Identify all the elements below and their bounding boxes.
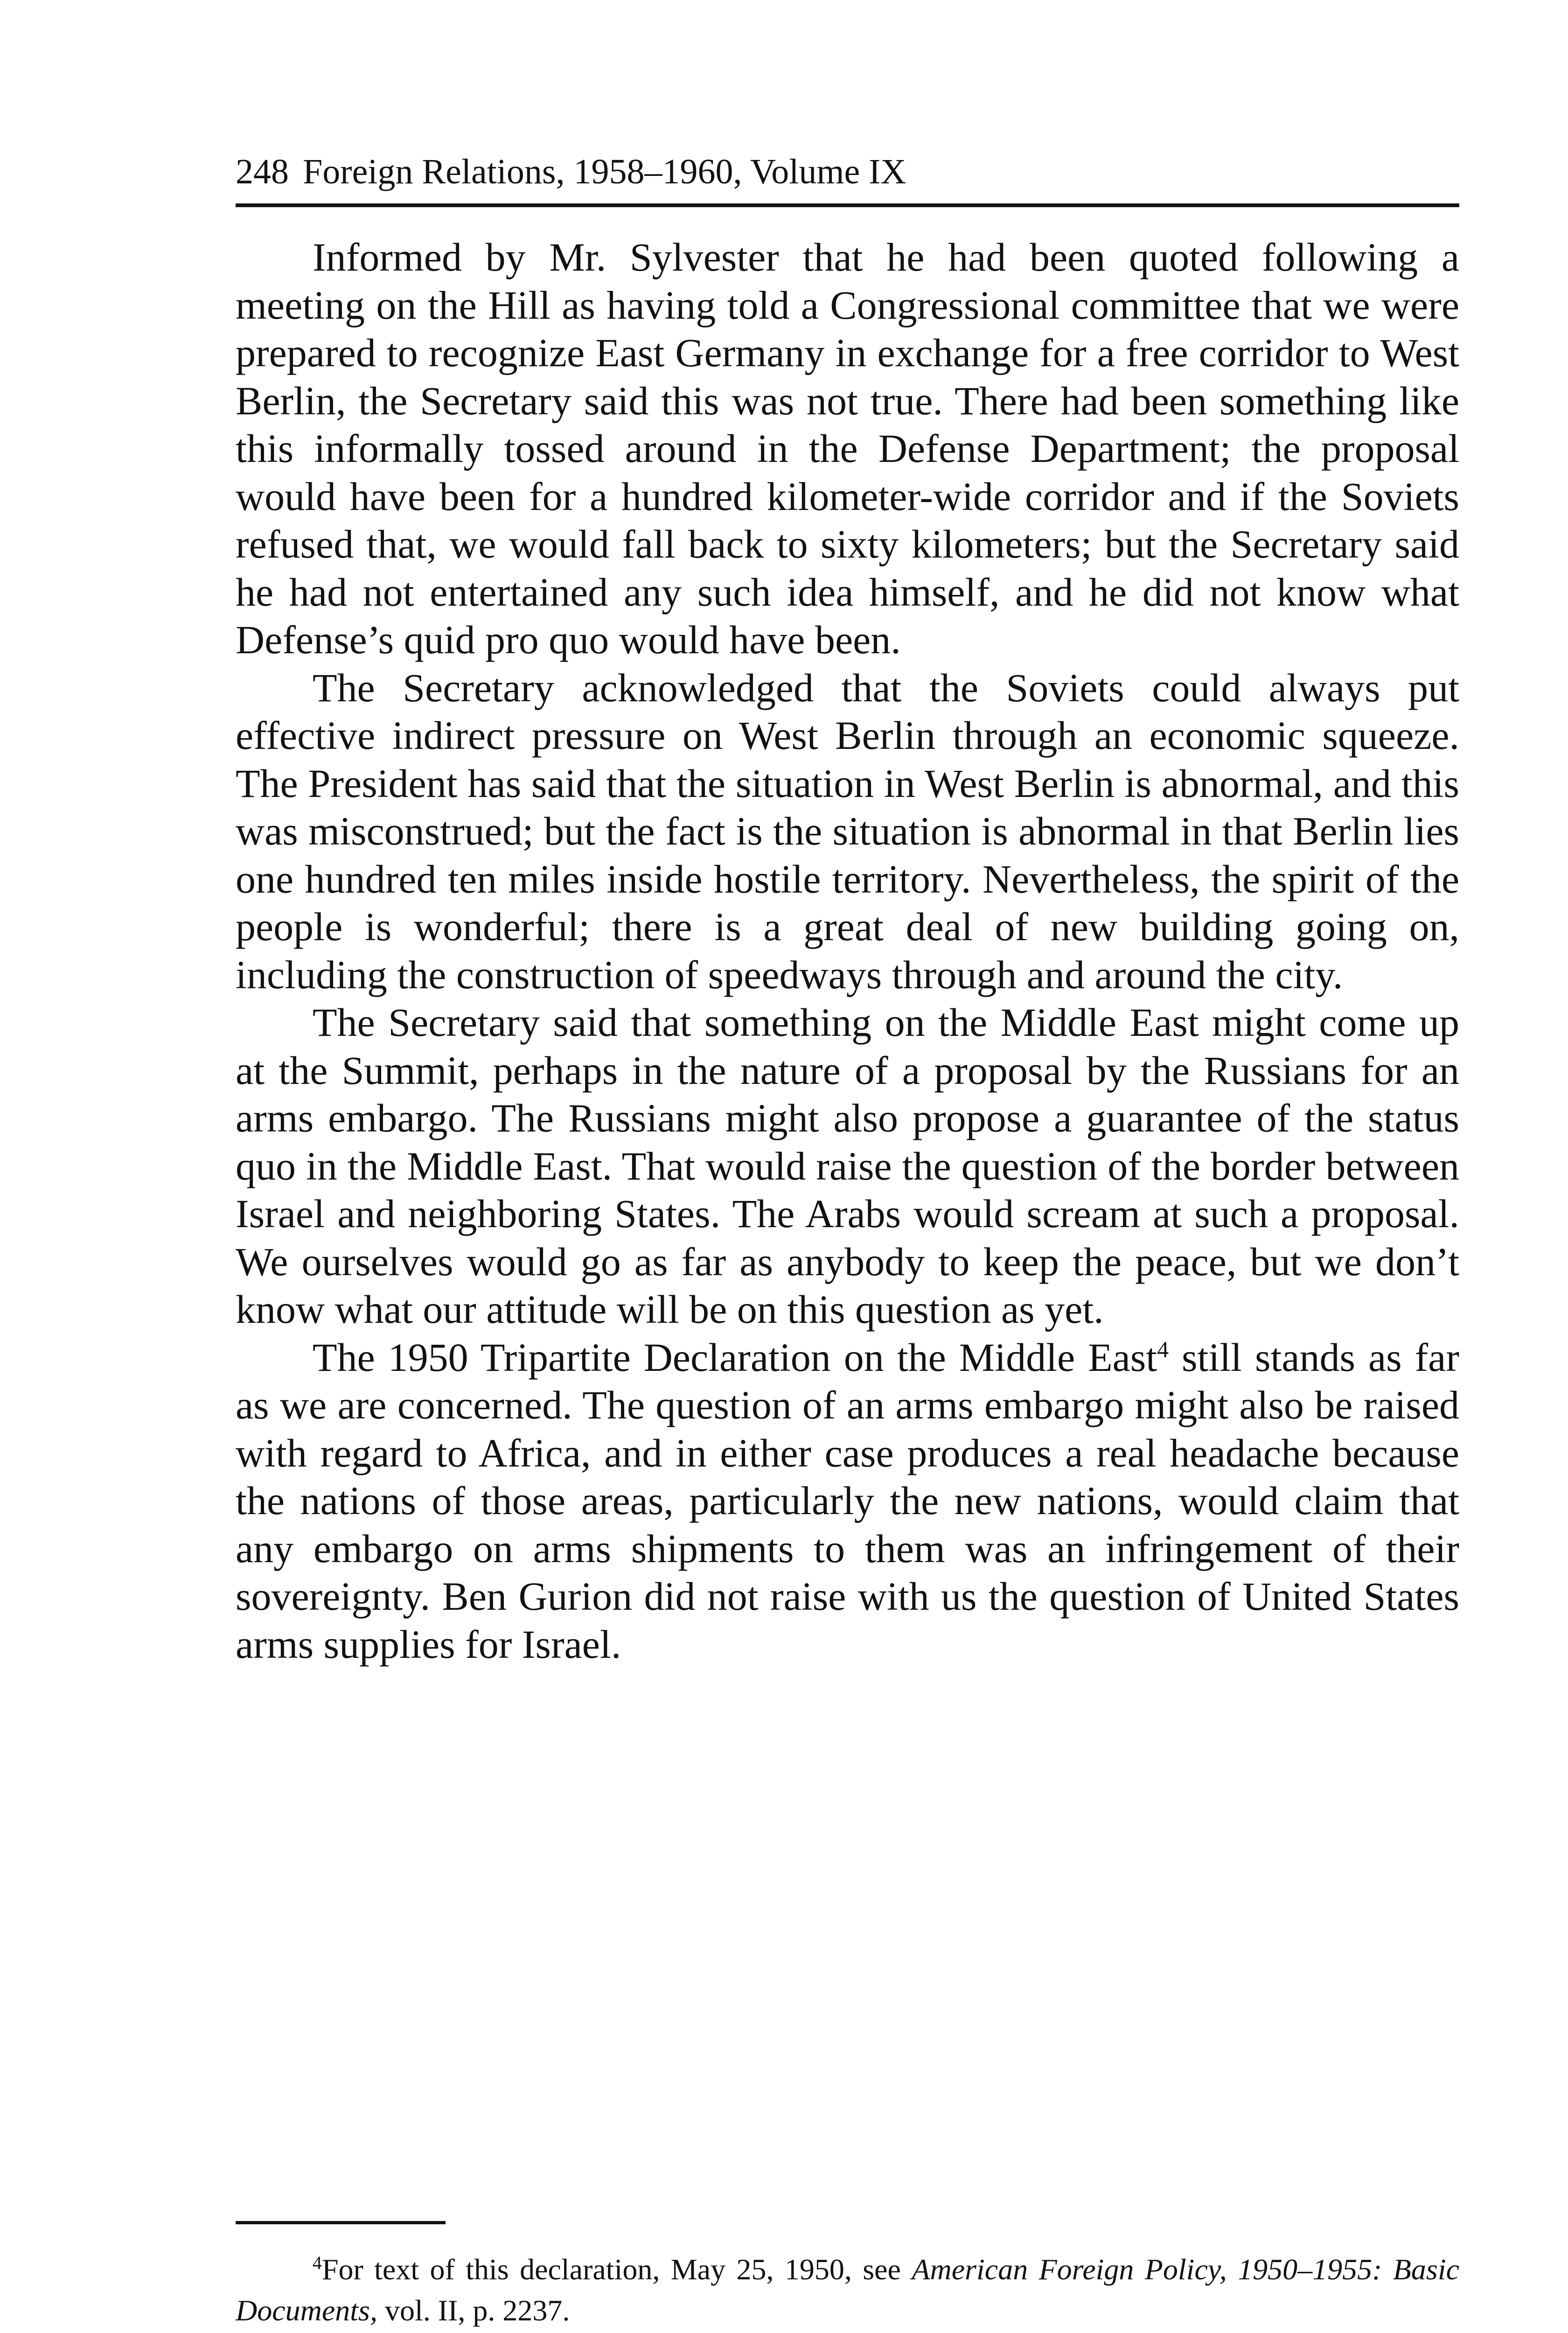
footnote-text-end: vol. II, p. 2237. — [377, 2294, 570, 2327]
header-rule — [236, 203, 1459, 207]
paragraph-text: The 1950 Tripartite Declaration on the Middle East — [313, 1334, 1157, 1380]
paragraph-text: still stands as far as we are concerned. The question of an arms embargo might also be raised with regard to Africa, and in either case produces a real headache because the nations of those areas, particularly the new nations, would claim that any embargo on arms shipments to them was an infringement of their sovereignty. Ben Gurion did not raise with us the question of United States arms supplies for Israel. — [236, 1334, 1459, 1667]
footnote-rule — [236, 2221, 446, 2224]
paragraph: Informed by Mr. Sylvester that he had been quoted following a meeting on the Hill as having told a Congressional committee that we were prepared to recognize East Germany in exchange for a free corridor to West Berlin, the Secretary said this was not true. There had been something like this informally tossed around in the Defense Department; the proposal would have been for a hundred kilometer-wide corridor and if the Soviets refused that, we would fall back to sixty kilometers; but the Secretary said he had not entertained any such idea himself, and he did not know what Defense’s quid pro quo would have been. — [236, 235, 1459, 662]
body-text — [236, 233, 1459, 1668]
paragraph: The Secretary acknowledged that the Soviets could always put effective indirect pressure on West Berlin through an economic squeeze. The President has said that the situation in West Berlin is abnormal, and this was misconstrued; but the fact is the situation is abnormal in that Berlin lies one hundred ten miles inside hostile territory. Nevertheless, the spirit of the people is wonderful; there is a great deal of new building going on, including the construction of speedways through and around the city. — [236, 665, 1459, 997]
running-header — [236, 154, 1459, 189]
footnote-citation-title: American Foreign Policy, 1950–1955: Basic Documents, — [236, 2253, 1460, 2327]
page-number: 248 — [236, 152, 289, 191]
footnote-mark: 4 — [313, 2252, 322, 2273]
footnote-text: For text of this declaration, May 25, 1950, see — [321, 2253, 912, 2286]
footnote — [236, 2249, 1459, 2331]
running-title: Foreign Relations, 1958–1960, Volume IX — [303, 152, 906, 191]
footnote-reference[interactable]: 4 — [1157, 1336, 1169, 1362]
paragraph: The Secretary said that something on the Middle East might come up at the Summit, perhaps in the nature of a proposal by the Russians for an arms embargo. The Russians might also propose a guarantee of the status quo in the Middle East. That would raise the question of the border between Israel and neighboring States. The Arabs would scream at such a proposal. We ourselves would go as far as anybody to keep the peace, but we don’t know what our attitude will be on this question as yet. — [236, 1000, 1459, 1332]
paragraph — [236, 1334, 1459, 1669]
